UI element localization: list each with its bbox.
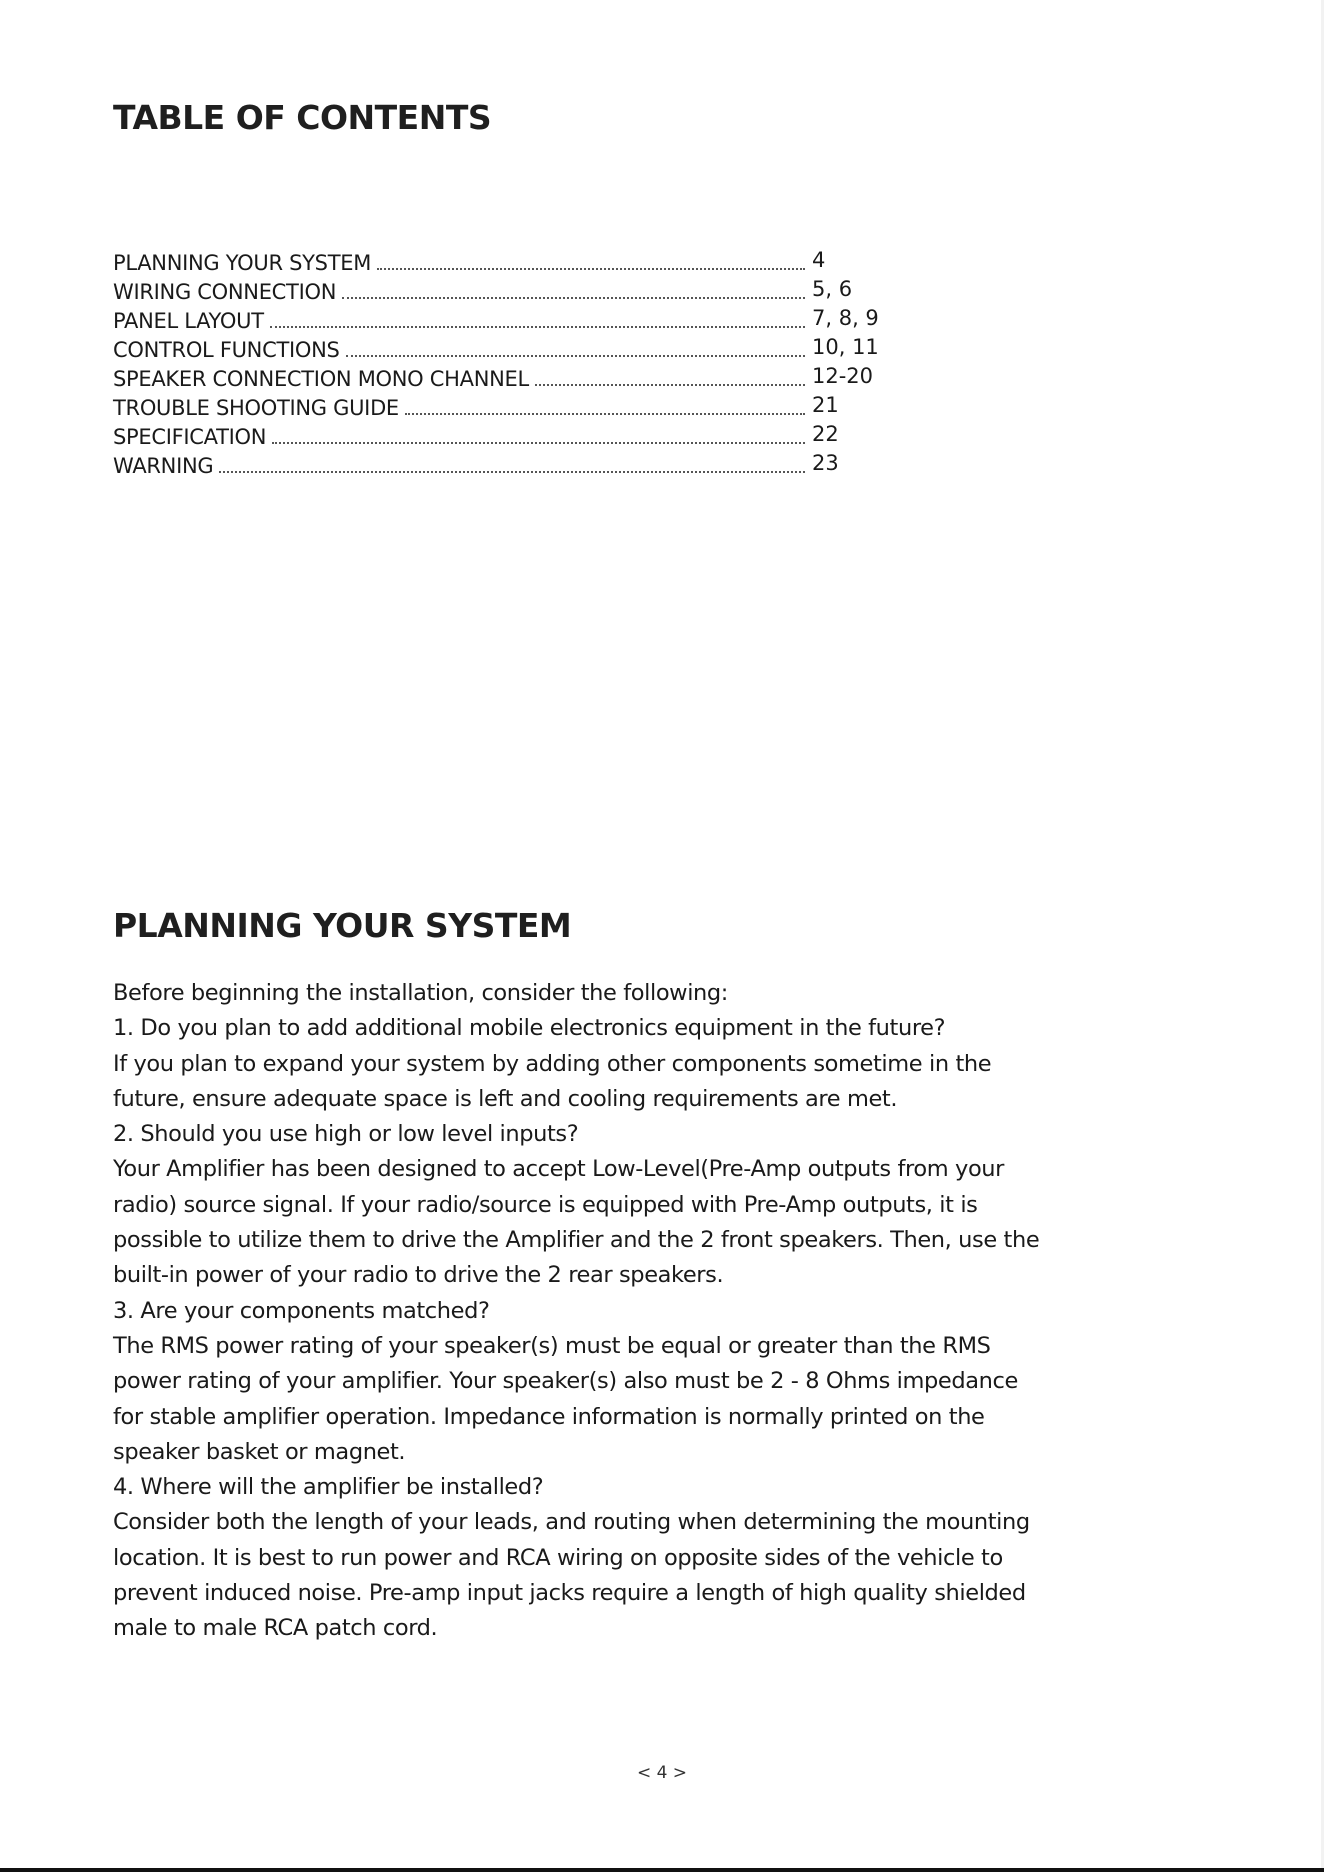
toc-entry-title: CONTROL FUNCTIONS <box>113 338 340 362</box>
body-text-line: radio) source signal. If your radio/source is equipped with Pre-Amp outputs, it is <box>113 1191 978 1218</box>
toc-leader-dots <box>272 420 805 444</box>
toc-entry-page: 22 <box>812 422 839 446</box>
toc-leader-dots <box>405 391 805 415</box>
body-text-line: possible to utilize them to drive the Amplifier and the 2 front speakers. Then, use the <box>113 1227 1040 1254</box>
body-text-line: Your Amplifier has been designed to accept Low-Level(Pre-Amp outputs from your <box>113 1156 1005 1183</box>
page-bottom-rule <box>0 1868 1324 1872</box>
toc-leader-dots <box>219 449 805 473</box>
toc-entry <box>113 391 913 420</box>
toc-entry-page: 10, 11 <box>812 335 879 359</box>
toc-heading: TABLE OF CONTENTS <box>113 98 492 137</box>
toc-entry <box>113 420 913 449</box>
body-text-line: future, ensure adequate space is left and cooling requirements are met. <box>113 1085 898 1112</box>
body-text-line: The RMS power rating of your speaker(s) must be equal or greater than the RMS <box>113 1332 991 1359</box>
question-line: 4. Where will the amplifier be installed? <box>113 1474 544 1501</box>
toc-entry <box>113 304 913 333</box>
body-text-line: for stable amplifier operation. Impedance information is normally printed on the <box>113 1403 985 1430</box>
toc-entry-page: 4 <box>812 248 826 272</box>
toc-entry-page: 23 <box>812 451 839 475</box>
toc-entry-title: WARNING <box>113 454 214 478</box>
question-line: 3. Are your components matched? <box>113 1297 490 1324</box>
toc-entry <box>113 246 913 275</box>
body-text-line: prevent induced noise. Pre-amp input jacks require a length of high quality shielded <box>113 1580 1026 1607</box>
toc-entry-page: 7, 8, 9 <box>812 306 879 330</box>
toc-entry-title: PLANNING YOUR SYSTEM <box>113 251 372 275</box>
body-text-line: Before beginning the installation, consider the following: <box>113 980 728 1006</box>
planning-heading: PLANNING YOUR SYSTEM <box>113 906 572 945</box>
toc-entry-title: WIRING CONNECTION <box>113 280 337 304</box>
toc-entry <box>113 449 913 478</box>
toc-leader-dots <box>346 333 805 357</box>
toc-list <box>113 246 913 478</box>
toc-entry-title: TROUBLE SHOOTING GUIDE <box>113 396 399 420</box>
toc-leader-dots <box>377 246 805 270</box>
body-text-line: Consider both the length of your leads, and routing when determining the mounting <box>113 1509 1030 1536</box>
body-text-line: speaker basket or magnet. <box>113 1438 406 1465</box>
toc-entry-title: PANEL LAYOUT <box>113 309 264 333</box>
toc-entry <box>113 333 913 362</box>
toc-entry-page: 12-20 <box>812 364 874 388</box>
toc-leader-dots <box>535 362 805 386</box>
body-text-line: If you plan to expand your system by adding other components sometime in the <box>113 1050 992 1077</box>
toc-entry-page: 5, 6 <box>812 277 853 301</box>
toc-leader-dots <box>270 304 805 328</box>
body-text-line: location. It is best to run power and RCA wiring on opposite sides of the vehicle to <box>113 1544 1003 1571</box>
body-text-line: power rating of your amplifier. Your speaker(s) also must be 2 - 8 Ohms impedance <box>113 1368 1018 1395</box>
body-text-line: built-in power of your radio to drive the 2 rear speakers. <box>113 1262 724 1289</box>
toc-entry <box>113 275 913 304</box>
toc-entry-title: SPEAKER CONNECTION MONO CHANNEL <box>113 367 529 391</box>
toc-entry-title: SPECIFICATION <box>113 425 267 449</box>
body-text-line: male to male RCA patch cord. <box>113 1615 438 1642</box>
toc-leader-dots <box>342 275 805 299</box>
question-line: 1. Do you plan to add additional mobile electronics equipment in the future? <box>113 1015 946 1042</box>
toc-entry-page: 21 <box>812 393 839 417</box>
page-number: < 4 > <box>636 1763 688 1783</box>
planning-body <box>113 976 1133 1647</box>
question-line: 2. Should you use high or low level inputs? <box>113 1121 579 1148</box>
toc-entry <box>113 362 913 391</box>
